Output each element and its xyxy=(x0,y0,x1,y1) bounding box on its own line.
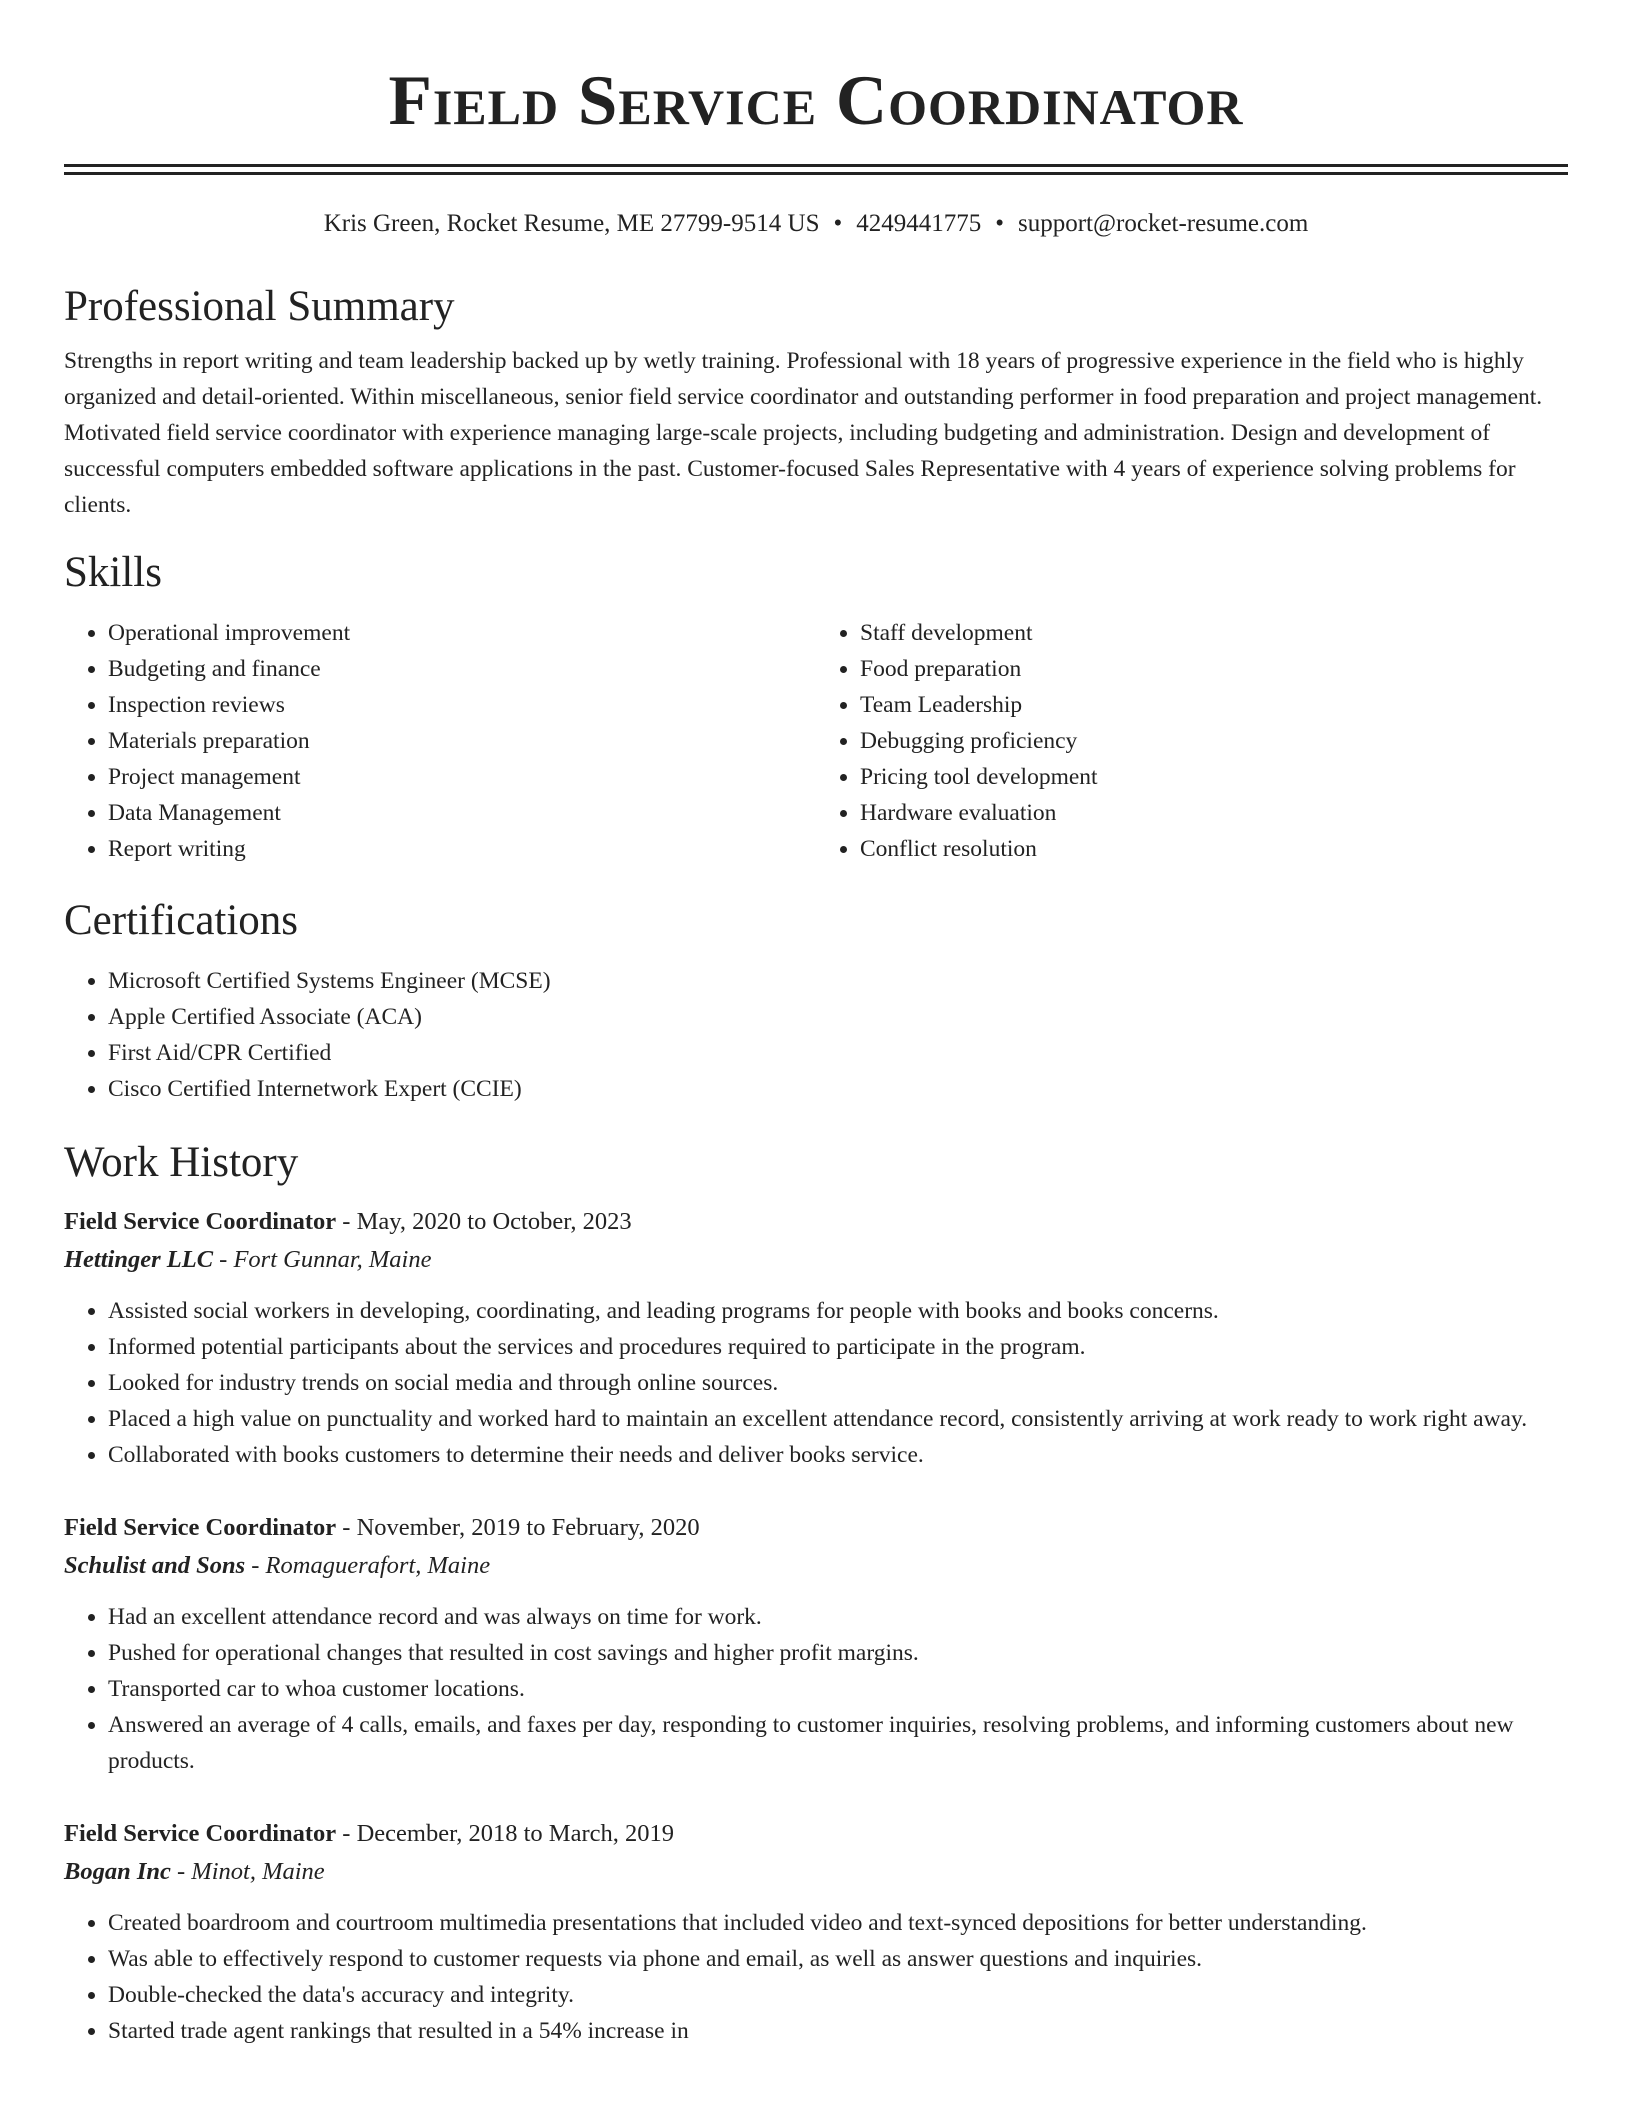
job-company-line xyxy=(64,1241,1568,1279)
job-bullets xyxy=(64,1293,1568,1473)
skill-item: • Food preparation xyxy=(860,651,1568,687)
job-company: Bogan Inc xyxy=(64,1858,171,1885)
certification-item: • First Aid/CPR Certified xyxy=(108,1035,1568,1071)
job-bullet: • Looked for industry trends on social media and through online sources. xyxy=(108,1365,1568,1401)
skills-columns xyxy=(64,615,1568,867)
job-title: Field Service Coordinator xyxy=(64,1514,337,1541)
job-entry xyxy=(64,1203,1568,1473)
job-company: Schulist and Sons xyxy=(64,1552,246,1579)
resume-title: Field Service Coordinator xyxy=(388,62,1244,140)
skill-item: • Operational improvement xyxy=(108,615,816,651)
job-bullets xyxy=(64,1599,1568,1779)
skill-item: • Hardware evaluation xyxy=(860,795,1568,831)
skill-item: • Project management xyxy=(108,759,816,795)
job-bullet: • Created boardroom and courtroom multimedia presentations that included video and text-synced depositions for better understanding. xyxy=(108,1905,1568,1941)
job-bullet: • Placed a high value on punctuality and worked hard to maintain an excellent attendance record, consistently arriving at work ready to work right away. xyxy=(108,1401,1568,1437)
job-entry xyxy=(64,1509,1568,1779)
certifications-heading: Certifications xyxy=(64,897,299,944)
job-bullets xyxy=(64,1905,1568,2049)
title-rule-bottom xyxy=(64,172,1568,175)
job-bullet: • Pushed for operational changes that resulted in cost savings and higher profit margins. xyxy=(108,1635,1568,1671)
job-header xyxy=(64,1203,1568,1241)
job-bullet: • Transported car to whoa customer locations. xyxy=(108,1671,1568,1707)
title-rule-top xyxy=(64,164,1568,167)
skills-heading: Skills xyxy=(64,549,162,596)
job-dates: - November, 2019 to February, 2020 xyxy=(336,1514,700,1541)
job-company-line xyxy=(64,1853,1568,1891)
skill-item: • Team Leadership xyxy=(860,687,1568,723)
contact-address: Kris Green, Rocket Resume, ME 27799-9514 US xyxy=(323,210,820,237)
contact-separator: • xyxy=(833,210,843,237)
contact-separator: • xyxy=(995,210,1004,237)
certifications-list xyxy=(64,963,1568,1107)
skills-right-list xyxy=(816,615,1568,867)
skills-left-list xyxy=(64,615,816,867)
job-bullet: • Was able to effectively respond to customer requests via phone and email, as well as answer questions and inquiries. xyxy=(108,1941,1568,1977)
job-bullet: • Informed potential participants about the services and procedures required to participate in the program. xyxy=(108,1329,1568,1365)
skill-item: • Budgeting and finance xyxy=(108,651,816,687)
job-location: - Fort Gunnar, Maine xyxy=(213,1246,432,1273)
skill-item: • Inspection reviews xyxy=(108,687,816,723)
job-company: Hettinger LLC xyxy=(64,1246,214,1273)
skill-item: • Debugging proficiency xyxy=(860,723,1568,759)
job-company-line xyxy=(64,1547,1568,1585)
summary-heading: Professional Summary xyxy=(64,283,455,330)
job-location: - Minot, Maine xyxy=(170,1858,325,1885)
skill-item: • Conflict resolution xyxy=(860,831,1568,867)
job-entry xyxy=(64,1815,1568,2049)
job-header xyxy=(64,1815,1568,1853)
job-dates: - May, 2020 to October, 2023 xyxy=(336,1208,632,1235)
job-bullet: • Answered an average of 4 calls, emails, and faxes per day, responding to customer inquiries, resolving problems, and informing customers about new products. xyxy=(108,1707,1568,1779)
skill-item: • Data Management xyxy=(108,795,816,831)
contact-phone: 4249441775 xyxy=(856,210,982,237)
contact-line xyxy=(64,209,1568,239)
job-header xyxy=(64,1509,1568,1547)
skill-item: • Report writing xyxy=(108,831,816,867)
job-title: Field Service Coordinator xyxy=(64,1820,337,1847)
job-bullet: • Collaborated with books customers to determine their needs and deliver books service. xyxy=(108,1437,1568,1473)
job-title: Field Service Coordinator xyxy=(64,1208,337,1235)
job-bullet: • Double-checked the data's accuracy and integrity. xyxy=(108,1977,1568,2013)
certification-item: • Cisco Certified Internetwork Expert (CCIE) xyxy=(108,1071,1568,1107)
job-bullet: • Had an excellent attendance record and was always on time for work. xyxy=(108,1599,1568,1635)
job-bullet: • Started trade agent rankings that resulted in a 54% increase in xyxy=(108,2013,1568,2049)
skill-item: • Materials preparation xyxy=(108,723,816,759)
work-history-heading: Work History xyxy=(64,1139,299,1186)
skill-item: • Pricing tool development xyxy=(860,759,1568,795)
job-location: - Romaguerafort, Maine xyxy=(245,1552,491,1579)
certification-item: • Microsoft Certified Systems Engineer (MCSE) xyxy=(108,963,1568,999)
skill-item: • Staff development xyxy=(860,615,1568,651)
job-dates: - December, 2018 to March, 2019 xyxy=(336,1820,675,1847)
job-bullet: • Assisted social workers in developing, coordinating, and leading programs for people with books and books concerns. xyxy=(108,1293,1568,1329)
summary-text: Strengths in report writing and team leadership backed up by wetly training. Professional with 18 years of progressive experience in the field who is highly organized and detail-oriented. Within miscellaneous, senior field service coordinator and outstanding performer in food preparation and project management. Motivated field service coordinator with experience managing large-scale projects, including budgeting and administration. Design and development of successful computers embedded software applications in the past. Customer-focused Sales Representative with 4 years of experience solving problems for clients. xyxy=(64,348,1543,518)
certification-item: • Apple Certified Associate (ACA) xyxy=(108,999,1568,1035)
contact-email: support@rocket-resume.com xyxy=(1018,210,1309,237)
